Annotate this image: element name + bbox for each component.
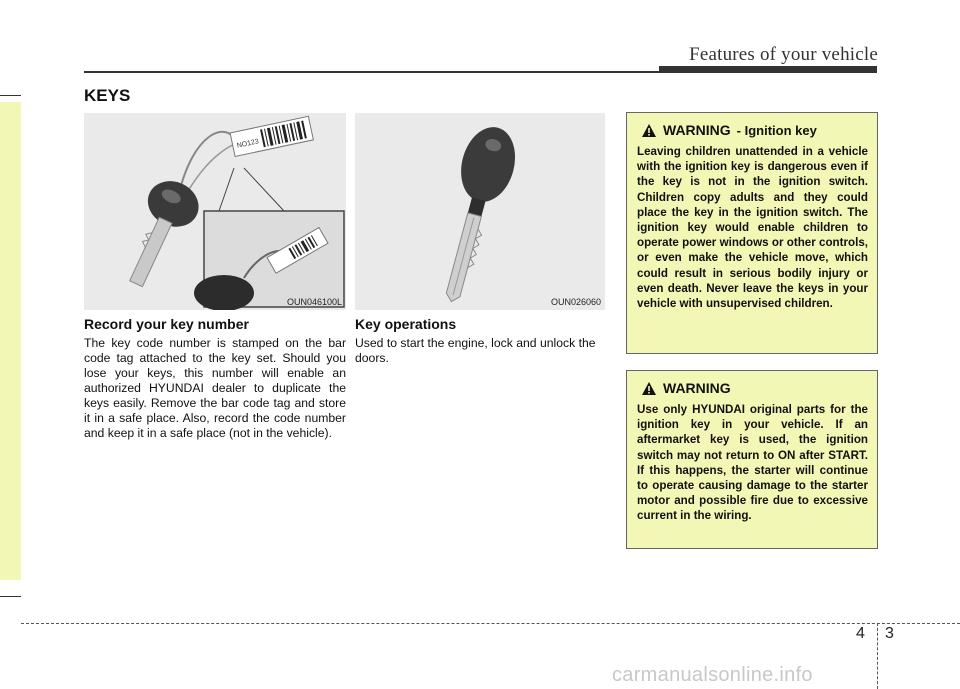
side-tick-bottom bbox=[0, 596, 21, 597]
photo-caption: OUN046100L bbox=[286, 297, 342, 307]
tag-code-label: NO123 bbox=[236, 138, 260, 150]
warning-title bbox=[641, 380, 731, 396]
warning-title bbox=[641, 122, 817, 138]
warning-text: Use only HYUNDAI original parts for the ignition key in your vehicle. If an aftermarket key is used, the ignition switch may not return to ON after START. If this happens, the starter will continue to operate causing damage to the starter motor and possible fire due to excessive current in the wiring. bbox=[637, 403, 868, 523]
page-number: 3 bbox=[885, 625, 894, 642]
warning-icon bbox=[641, 381, 657, 396]
photo-caption: OUN026060 bbox=[550, 297, 601, 307]
watermark: carmanualsonline.info bbox=[612, 664, 813, 686]
footer-divider bbox=[877, 623, 878, 689]
key-set-photo bbox=[84, 113, 346, 310]
header-rule-thick bbox=[659, 66, 877, 73]
warning-label: WARNING bbox=[663, 122, 731, 138]
section-title: Features of your vehicle bbox=[689, 44, 878, 65]
record-key-text: The key code number is stamped on the bar code tag attached to the key set. Should you lose your keys, this number will enable an authorized HYUNDAI dealer to duplicate the keys easily. Remove the bar code tag and store it in a safe place. Also, record the code number and keep it in a safe place (not in the vehicle). bbox=[84, 336, 346, 440]
chapter-number: 4 bbox=[856, 625, 865, 642]
header-rule bbox=[84, 71, 659, 73]
key-set-illustration bbox=[84, 113, 346, 310]
record-key-heading: Record your key number bbox=[84, 316, 249, 332]
warning-icon bbox=[641, 123, 657, 138]
side-tick-top bbox=[0, 95, 21, 96]
warning-text: Leaving children unattended in a vehicle with the ignition key is dangerous even if the key is not in the ignition switch. Children copy adults and they could place the key in the ignition switch. The ignition key would enable children to operate power windows or other controls, or even make the vehicle move, which could result in serious bodily injury or even death. Never leave the keys in your vehicle with unsupervised children. bbox=[637, 145, 868, 311]
key-illustration bbox=[355, 113, 605, 310]
warning-label: WARNING bbox=[663, 380, 731, 396]
side-color-band bbox=[0, 102, 21, 580]
page-heading: KEYS bbox=[84, 86, 131, 105]
key-photo bbox=[355, 113, 605, 310]
key-operations-text: Used to start the engine, lock and unlock the doors. bbox=[355, 336, 596, 365]
warning-box-original-parts bbox=[626, 370, 878, 549]
footer-rule bbox=[21, 623, 960, 624]
warning-subtitle: - Ignition key bbox=[736, 122, 817, 138]
key-operations-heading: Key operations bbox=[355, 316, 457, 332]
warning-box-ignition-key bbox=[626, 112, 878, 354]
